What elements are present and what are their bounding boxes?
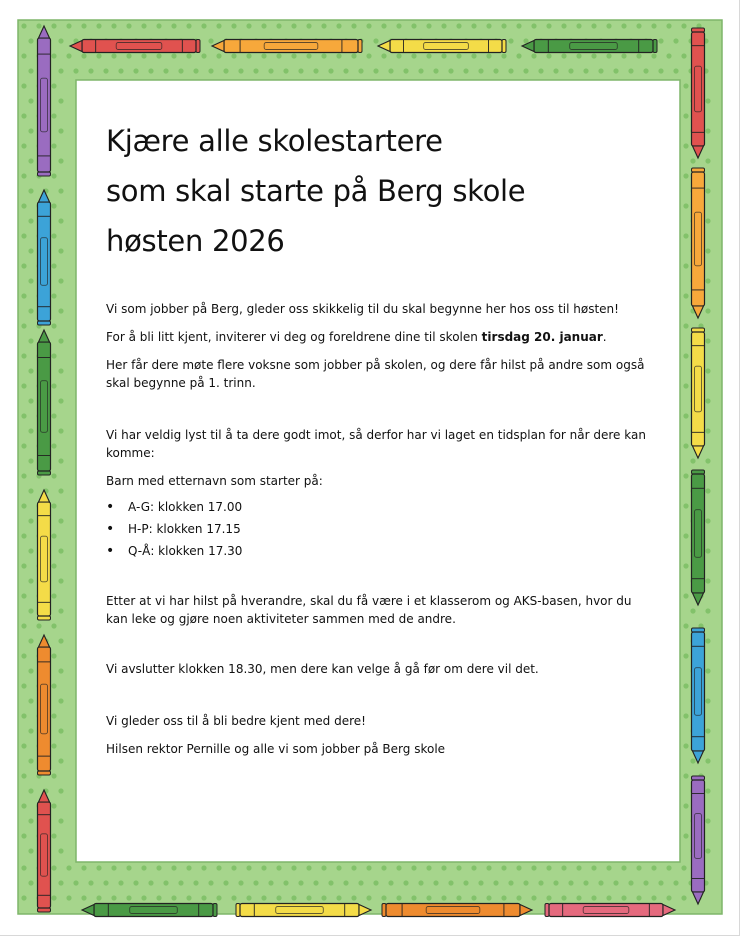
crayon-decoration — [692, 470, 705, 605]
letter-body — [106, 300, 646, 758]
crayon-decoration — [692, 628, 705, 763]
crayon-decoration — [38, 26, 51, 176]
invitation-end: . — [602, 330, 607, 344]
title-line-3: høsten 2026 — [106, 224, 285, 258]
paragraph-looking-forward: Vi gleder oss til å bli bedre kjent med dere! — [106, 714, 366, 728]
signature: Hilsen rektor Pernille og alle vi som jobber på Berg skole — [106, 742, 446, 756]
paragraph-activities: Etter at vi har hilst på hverandre, skal du få være i et klasserom og AKS-basen, hvor du kan leke og gjøre noen aktiviteter sammen med de andre. — [106, 594, 632, 626]
schedule-item: • H-P: klokken 17.15 — [106, 518, 646, 540]
schedule-item: • A-G: klokken 17.00 — [106, 496, 646, 518]
paragraph-welcome: Vi som jobber på Berg, gleder oss skikkelig til du skal begynne her hos oss til høsten! — [106, 302, 619, 316]
crayon-decoration — [82, 904, 217, 917]
title-line-2: som skal starte på Berg skole — [106, 174, 526, 208]
paragraph-schedule-intro: Vi har veldig lyst til å ta dere godt imot, så derfor har vi laget en tidsplan for når dere kan komme: — [106, 428, 646, 460]
schedule-item: • Q-Å: klokken 17.30 — [106, 540, 646, 562]
paragraph-meet: Her får dere møte flere voksne som jobber på skolen, og dere får hilst på andre som også skal begynne på 1. trinn. — [106, 358, 645, 390]
paragraph-surname: Barn med etternavn som starter på: — [106, 474, 323, 488]
crayon-decoration — [545, 904, 675, 917]
page-title — [106, 116, 525, 266]
crayon-decoration — [38, 330, 51, 475]
paragraph-invitation — [106, 328, 646, 346]
crayon-decoration — [692, 168, 705, 318]
title-line-1: Kjære alle skolestartere — [106, 124, 443, 158]
crayon-decoration — [382, 904, 532, 917]
crayon-decoration — [692, 328, 705, 458]
crayon-decoration — [38, 790, 51, 912]
crayon-decoration — [38, 490, 51, 620]
crayon-decoration — [236, 904, 371, 917]
crayon-decoration — [692, 28, 705, 158]
crayon-decoration — [692, 776, 705, 904]
crayon-decoration — [378, 40, 506, 53]
crayon-decoration — [38, 635, 51, 775]
crayon-decoration — [70, 40, 200, 53]
invitation-date: tirsdag 20. januar — [481, 330, 603, 344]
invitation-text: For å bli litt kjent, inviterer vi deg og foreldrene dine til skolen — [106, 330, 482, 344]
crayon-decoration — [522, 40, 657, 53]
paragraph-end-time: Vi avslutter klokken 18.30, men dere kan velge å gå før om dere vil det. — [106, 662, 539, 676]
letter-content — [76, 80, 680, 862]
schedule-list — [106, 496, 646, 562]
crayon-decoration — [212, 40, 362, 53]
crayon-decoration — [38, 190, 51, 325]
